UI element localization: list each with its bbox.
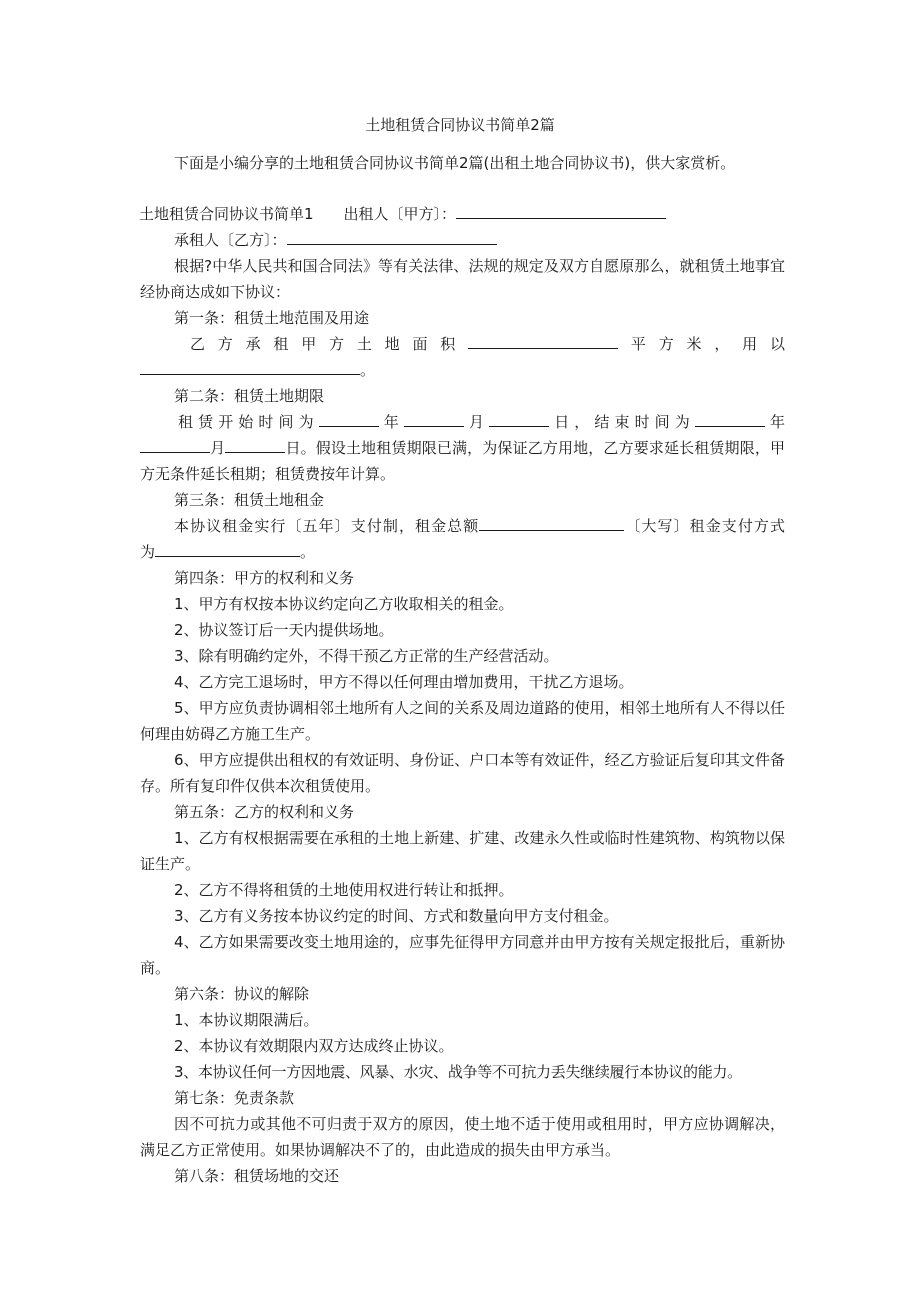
end-time-label: 日，结束时间为 — [549, 413, 695, 431]
month-label: 月 — [463, 413, 490, 431]
article-5-item: 2、乙方不得将租赁的土地使用权进行转让和抵押。 — [174, 881, 514, 899]
start-day-blank — [489, 410, 549, 427]
intro-paragraph: 下面是小编分享的土地租赁合同协议书简单2篇(出租土地合同协议书)，供大家赏析。 — [174, 154, 736, 172]
article-2-continued — [140, 435, 785, 487]
article-8-heading: 第八条：租赁场地的交还 — [174, 1167, 340, 1185]
article-5-item: 4、乙方如果需要改变土地用途的，应事先征得甲方同意并由甲方按有关规定报批后，重新协商。 — [140, 933, 785, 977]
article-4-item: 2、协议签订后一天内提供场地。 — [174, 621, 394, 639]
article-5-item: 1、乙方有权根据需要在承租的土地上新建、扩建、改建永久性或临时性建筑物、构筑物以保证生产。 — [140, 829, 785, 873]
parties-line — [140, 201, 785, 227]
end-year-blank — [695, 410, 765, 427]
document-body — [140, 150, 785, 1189]
article-1-text-b: 平方米，用以 — [618, 335, 785, 353]
article-7-text: 因不可抗力或其他不可归责于双方的原因，使土地不适于使用或租用时，甲方应协调解决，满足乙方正常使用。如果协调解决不了的，由此造成的损失由甲方承当。 — [140, 1115, 785, 1159]
article-1-text-a: 乙方承租甲方土地面积 — [190, 335, 469, 353]
article-6-item: 2、本协议有效期限内双方达成终止协议。 — [174, 1037, 454, 1055]
article-5-item: 3、乙方有义务按本协议约定的时间、方式和数量向甲方支付租金。 — [174, 907, 619, 925]
article-1-line — [140, 331, 785, 357]
end-year-label: 年 — [764, 413, 785, 431]
article-1-line-2 — [140, 357, 785, 383]
payment-method-blank — [155, 540, 300, 557]
article-1-end: 。 — [360, 361, 376, 379]
article-4-item: 3、除有明确约定外，不得干预乙方正常的生产经营活动。 — [174, 647, 559, 665]
article-1-heading: 第一条：租赁土地范围及用途 — [174, 309, 370, 327]
year-label: 年 — [378, 413, 404, 431]
article-3-line-2 — [140, 539, 785, 565]
article-4-heading: 第四条：甲方的权利和义务 — [174, 569, 355, 587]
article-5-heading: 第五条：乙方的权利和义务 — [174, 803, 355, 821]
lessee-label: 承租人〔乙方〕： — [174, 231, 287, 249]
start-month-blank — [404, 410, 464, 427]
end-month-blank — [140, 436, 210, 453]
article-6-heading: 第六条：协议的解除 — [174, 985, 310, 1003]
article-2-line — [140, 409, 785, 435]
lessee-blank — [287, 228, 497, 245]
article-3-heading: 第三条：租赁土地租金 — [174, 491, 325, 509]
basis-paragraph: 根据?中华人民共和国合同法》等有关法律、法规的规定及双方自愿原那么，就租赁土地事宜经协商达成如下协议： — [140, 257, 785, 301]
article-3-text-c: 为 — [140, 543, 156, 561]
lessor-label: 出租人〔甲方〕： — [343, 205, 457, 223]
article-4-item: 6、甲方应提供出租权的有效证明、身份证、户口本等有效证件，经乙方验证后复印其文件备存。所有复印件仅供本次租赁使用。 — [140, 751, 785, 795]
start-time-label: 租赁开始时间为 — [178, 413, 319, 431]
start-year-blank — [319, 410, 379, 427]
end-day-blank — [225, 436, 285, 453]
contract-name: 土地租赁合同协议书简单1 — [139, 205, 314, 223]
article-4-item: 1、甲方有权按本协议约定向乙方收取相关的租金。 — [174, 595, 514, 613]
article-6-item: 3、本协议任何一方因地震、风暴、水灾、战争等不可抗力丢失继续履行本协议的能力。 — [174, 1063, 742, 1081]
article-2-rest: 日。假设土地租赁期限已满，为保证乙方用地，乙方要求延长租赁期限，甲方无条件延长租期；租赁费按年计算。 — [140, 439, 785, 483]
article-3-line — [140, 513, 785, 539]
article-3-end: 。 — [300, 543, 316, 561]
lessor-blank — [456, 202, 666, 219]
document-title: 土地租赁合同协议书简单2篇 — [365, 116, 555, 134]
end-month-label: 月 — [210, 439, 226, 457]
usage-blank — [140, 358, 360, 375]
rent-total-blank — [479, 514, 624, 531]
article-4-item: 4、乙方完工退场时，甲方不得以任何理由增加费用，干扰乙方退场。 — [174, 673, 634, 691]
article-3-text-a: 本协议租金实行〔五年〕支付制，租金总额 — [174, 517, 480, 535]
article-2-heading: 第二条：租赁土地期限 — [174, 387, 325, 405]
area-blank — [468, 332, 618, 349]
lessee-line — [140, 227, 785, 253]
article-7-heading: 第七条：免责条款 — [174, 1089, 295, 1107]
article-4-item: 5、甲方应负责协调相邻土地所有人之间的关系及周边道路的使用，相邻土地所有人不得以任何理由妨碍乙方施工生产。 — [140, 699, 785, 743]
article-6-item: 1、本协议期限满后。 — [174, 1011, 319, 1029]
article-3-text-b: 〔大写〕租金支付方式 — [624, 517, 785, 535]
